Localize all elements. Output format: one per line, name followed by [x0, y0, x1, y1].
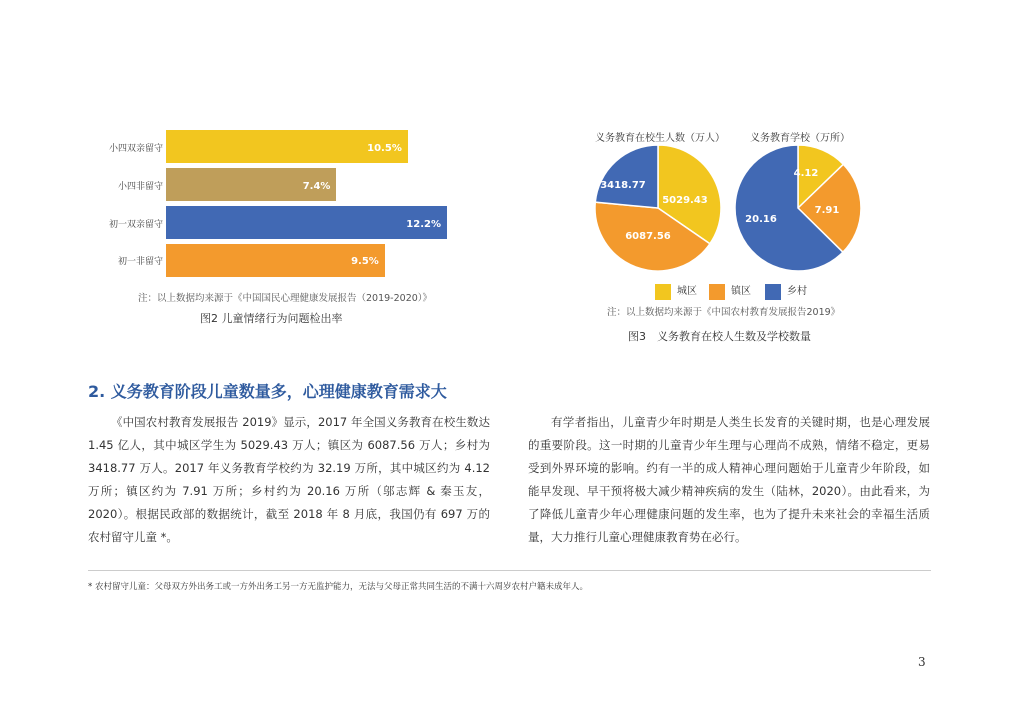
footnote: * 农村留守儿童：父母双方外出务工或一方外出务工另一方无监护能力，无法与父母正常共同生活的不满十六周岁农村户籍未成年人。 — [88, 582, 588, 592]
legend-label: 镇区 — [731, 286, 751, 297]
pie-slice-label: 3418.77 — [600, 180, 646, 191]
legend-swatch-town — [709, 284, 725, 300]
pie-chart-note: 注：以上数据均来源于《中国农村教育发展报告2019》 — [607, 307, 841, 318]
bar-value-label: 7.4% — [302, 181, 331, 192]
legend-swatch-urban — [655, 284, 671, 300]
right-paragraph: 有学者指出，儿童青少年时期是人类生长发育的关键时期，也是心理发展的重要阶段。这一时期的儿童青少年生理与心理尚不成熟，情绪不稳定，更易受到外界环境的影响。约有一半的成人精神心理问题始于儿童青少年阶段，如能早发现、早干预将极大减少精神疾病的发生（陆林，2020）。由此看来，为了降低儿童青少年心理健康问题的发生率，也为了提升未来社会的幸福生活质量，大力推行儿童心理健康教育势在必行。 — [528, 415, 930, 544]
bar-category-label: 小四双亲留守 — [108, 144, 163, 154]
pie-slice-label: 5029.43 — [662, 195, 708, 206]
bar-value-label: 10.5% — [367, 143, 402, 154]
left-paragraph: 《中国农村教育发展报告 2019》显示，2017 年全国义务教育在校生数达 1.45 亿人，其中城区学生为 5029.43 万人；镇区为 6087.56 万人；乡村为 3418.77 万人。2017 年义务教育学校约为 32.19 万所，其中城区约为 4.12 万所；镇区约为 7.91 万所；乡村约为 20.16 万所（邬志辉 & 秦玉友，2020）。根据民政部的数据统计，截至 2018 年 8 月底，我国仍有 697 万的农村留守儿童 *。 — [88, 415, 490, 544]
bar-category-label: 初一非留守 — [117, 257, 163, 267]
pie-students — [593, 143, 723, 273]
pie-slice-乡村 — [595, 145, 658, 208]
bar-category-label: 小四非留守 — [117, 182, 163, 192]
footnote-divider — [88, 570, 931, 571]
pie-slice-label: 7.91 — [814, 205, 840, 216]
bar-value-label: 12.2% — [406, 219, 441, 230]
bar-chart-note: 注：以上数据均来源于《中国国民心理健康发展报告（2019-2020）》 — [138, 293, 433, 304]
pie-schools — [733, 143, 863, 273]
bar-category-label: 初一双亲留守 — [108, 220, 163, 230]
legend-label: 乡村 — [787, 286, 807, 297]
legend-swatch-rural — [765, 284, 781, 300]
pie-title-students: 义务教育在校生人数（万人） — [595, 133, 725, 144]
pie-slice-label: 4.12 — [793, 168, 819, 179]
page-number: 3 — [918, 655, 926, 669]
section-heading: 2. 义务教育阶段儿童数量多，心理健康教育需求大 — [88, 382, 447, 401]
pie-title-schools: 义务教育学校（万所） — [750, 133, 850, 144]
bar-value-label: 9.5% — [351, 256, 379, 267]
bar-chart-caption: 图2 儿童情绪行为问题检出率 — [200, 312, 343, 325]
pie-slice-label: 6087.56 — [625, 231, 671, 242]
pie-slice-label: 20.16 — [745, 214, 777, 225]
legend-label: 城区 — [677, 286, 697, 297]
pie-chart-caption: 图3 义务教育在校人生数及学校数量 — [628, 330, 811, 343]
